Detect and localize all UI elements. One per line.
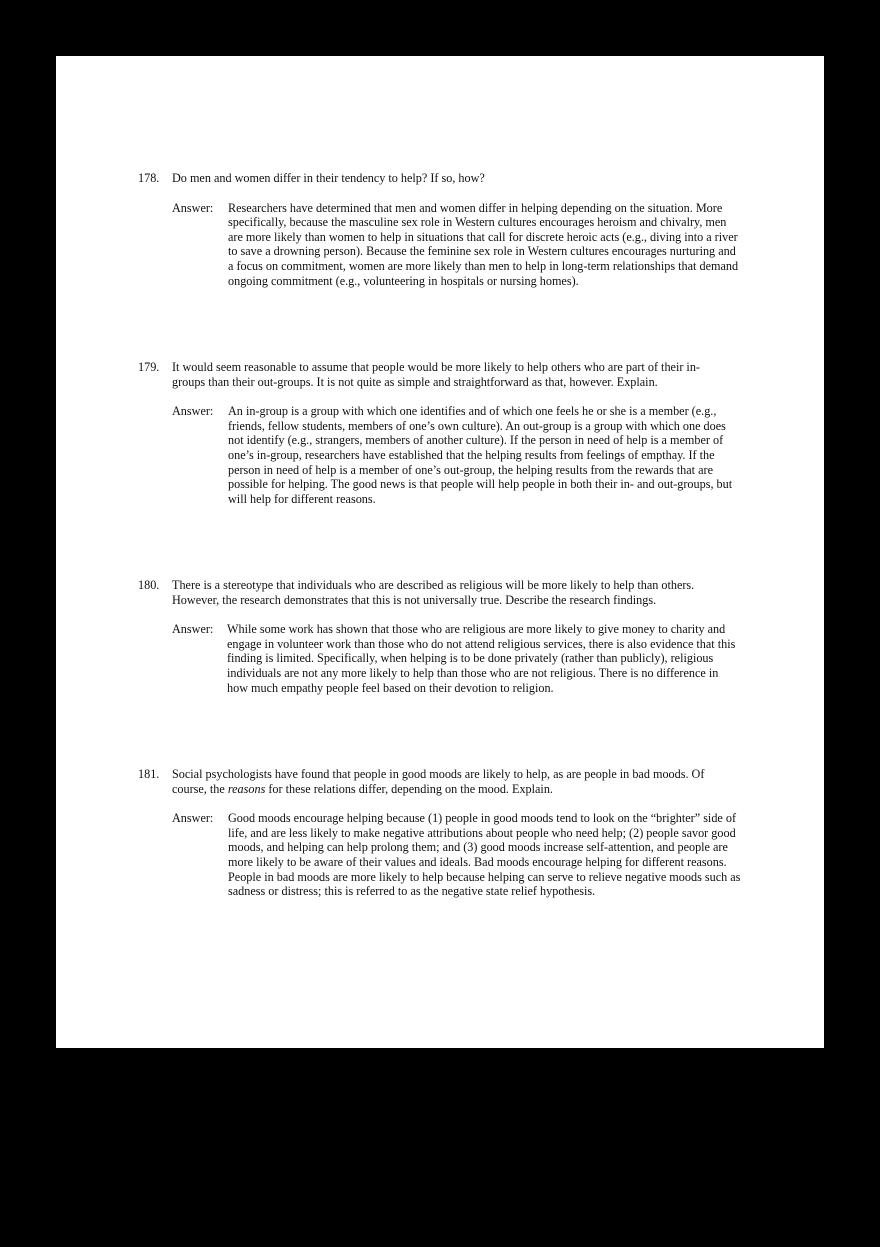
question	[138, 171, 758, 186]
question-number: 181.	[138, 767, 160, 781]
question-number: 179.	[138, 360, 160, 374]
question	[138, 360, 758, 389]
question-text: Do men and women differ in their tendency to help? If so, how?	[172, 171, 485, 185]
answer-text: An in-group is a group with which one identifies and of which one feels he or she is a member (e.g., friends, fellow students, members of one’s own culture). An out-group is a group with which one does not identify (e.g., strangers, members of another culture). If the person in need of help is a member of one’s in-group, researchers have established that the helping results from feelings of empthay. If the person in need of help is a member of one’s out-group, the helping results from the rewards that are possible for helping. The good news is that people will help people in both their in- and out-groups, but will help for different reasons.	[228, 404, 733, 506]
question-178	[138, 171, 758, 288]
answer-text: Researchers have determined that men and women differ in helping depending on the situation. More specifically, because the masculine sex role in Western cultures encourages heroism and chivalry, men are more likely than women to help in situations that call for discrete heroic acts (e.g., diving into a river to save a drowning person). Because the feminine sex role in Western cultures encourages nurturing and a focus on commitment, women are more likely than men to help in long-term relationships that demand ongoing commitment (e.g., volunteering in hospitals or nursing homes).	[228, 200, 739, 288]
question-text-emphasis: reasons	[227, 781, 266, 796]
question-180	[138, 578, 758, 695]
question-text	[172, 767, 724, 796]
answer	[138, 622, 758, 695]
question-text: It would seem reasonable to assume that people would be more likely to help others who are part of their in-groups than their out-groups. It is not quite as simple and straightforward as that, however. Explain.	[172, 360, 700, 389]
question	[138, 767, 758, 796]
answer-text: While some work has shown that those who are religious are more likely to give money to charity and engage in volunteer work than those who do not attend religious services, there is also evidence that this finding is limited. Specifically, when helping is to be done privately (rather than publicly), religious individuals are not any more likely to help than those who are not religious. There is no difference in how much empathy people feel based on their devotion to religion.	[227, 622, 736, 695]
question-181	[138, 767, 758, 899]
answer-label: Answer:	[172, 200, 214, 215]
answer-label: Answer:	[172, 811, 214, 826]
question-text-end: for these relations differ, depending on the mood. Explain.	[265, 781, 553, 796]
answer-text: Good moods encourage helping because (1) people in good moods tend to look on the “brighter” side of life, and are less likely to make negative attributions about people who need help; (2) people savor good moods, and helping can help prolong them; and (3) good moods increase self-attention, and people are more likely to be aware of their values and ideals. Bad moods encourage helping for different reasons. People in bad moods are more likely to help because helping can serve to relieve negative moods such as sadness or distress; this is referred to as the negative state relief hypothesis.	[228, 811, 741, 899]
question	[138, 578, 758, 607]
answer	[138, 811, 758, 899]
question-number: 180.	[138, 578, 160, 592]
question-text-start: Social psychologists have found that people in good moods are likely to help, as are people in bad moods. Of course, the	[172, 767, 705, 796]
answer	[138, 201, 758, 289]
answer	[138, 404, 758, 506]
document-page	[56, 56, 824, 1048]
question-179	[138, 360, 758, 506]
answer-label: Answer:	[172, 622, 214, 637]
question-number: 178.	[138, 171, 160, 185]
answer-label: Answer:	[172, 404, 214, 419]
question-text: There is a stereotype that individuals who are described as religious will be more likely to help than others. However, the research demonstrates that this is not universally true. Describe the research findings.	[172, 578, 695, 607]
